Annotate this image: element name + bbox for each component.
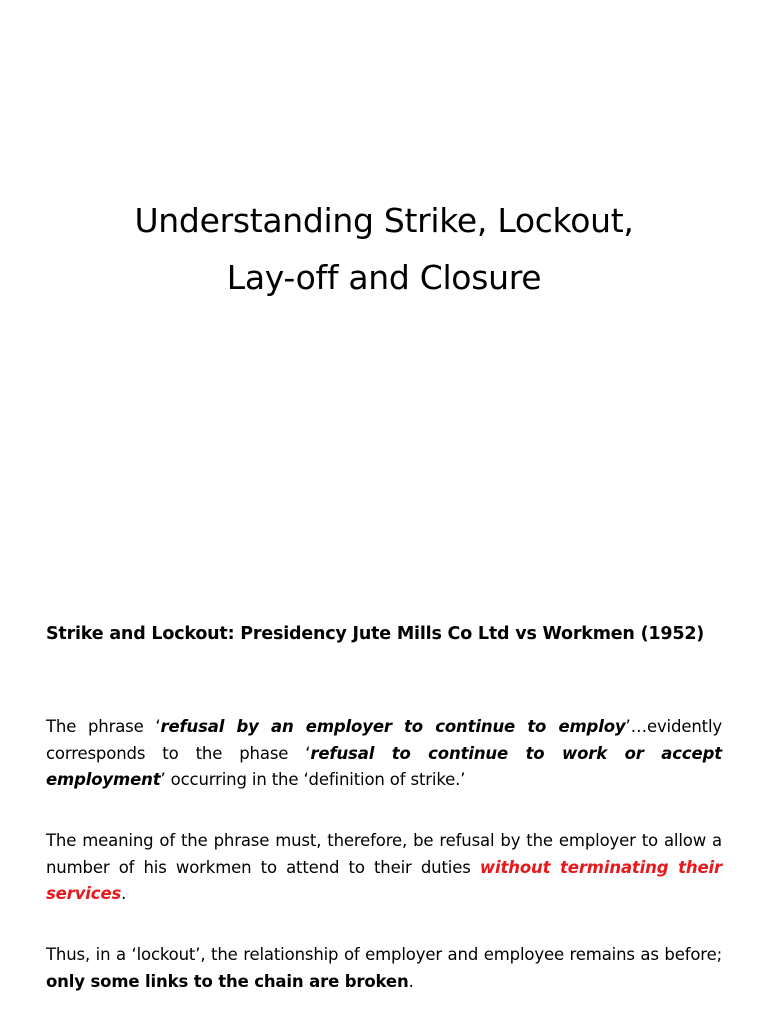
p2-text-before: The meaning of the phrase must, therefore, be refusal by the employer to allow a number of his workmen to attend to their duties <box>46 831 722 877</box>
p2-emphasis-without-terminating: without terminating their services <box>46 857 722 903</box>
paragraph-strike-definition <box>46 714 722 794</box>
slide-title <box>40 192 728 306</box>
slide-title-line-1: Understanding Strike, Lockout, <box>134 201 634 240</box>
content-heading: Strike and Lockout: Presidency Jute Mills Co Ltd vs Workmen (1952) <box>46 624 705 644</box>
p1-emphasis-employer-refusal: refusal by an employer to continue to employ <box>160 717 626 736</box>
p1-emphasis-worker-refusal: refusal to continue to work or accept employment <box>46 743 722 789</box>
p2-text-after: . <box>121 884 127 903</box>
p3-text-after: . <box>408 971 414 991</box>
p1-text-mid: ’…evidently corresponds to the phase ‘ <box>46 717 722 763</box>
p1-text-after: ’ occurring in the ‘definition of strike.’ <box>160 770 466 789</box>
slide-title-line-2: Lay-off and Closure <box>226 258 542 297</box>
paragraph-lockout-meaning <box>46 828 722 908</box>
p3-text-before: Thus, in a ‘lockout’, the relationship of employer and employee remains as before; <box>46 945 722 964</box>
p3-emphasis-links-broken: only some links to the chain are broken <box>46 971 409 991</box>
content-slide <box>0 576 768 1024</box>
paragraph-lockout-relationship <box>46 942 722 995</box>
p1-text-before: The phrase ‘ <box>46 717 161 736</box>
